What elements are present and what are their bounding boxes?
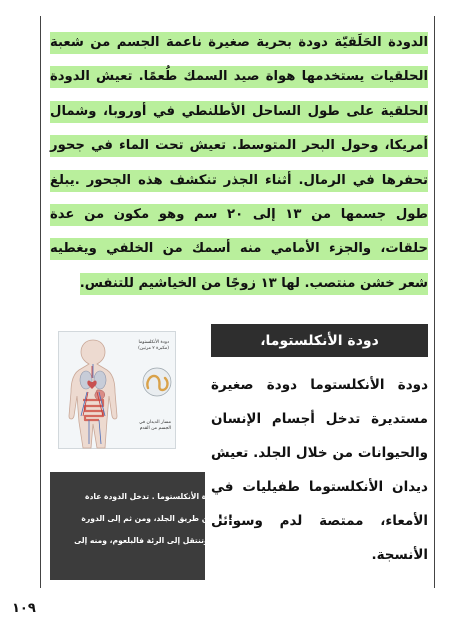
figure-caption	[50, 472, 241, 580]
figure-label-worm: دودة الأنكلستوما (مكبرة ٢ مرتين)	[138, 340, 169, 351]
section-heading-text: دودة الأنكلستوما،	[260, 332, 379, 349]
section-heading	[211, 324, 428, 357]
intro-paragraph	[50, 26, 428, 301]
page-number: ١٠٩	[12, 601, 36, 616]
section-paragraph: دودة الأنكلستوما دودة صغيرة مستديرة تدخل أجسام الإنسان والحيوانات من خلال الجلد. تعيش ديدان الأنكلستوما طفيليات في الأمعاء، ممتصة لدم وسوائل الأنسجة.	[211, 377, 428, 563]
highlighted-text: الدودة الحَلَقيّة دودة بحرية صغيرة ناعمة الجسم من شعبة الحلقيات يستخدمها هواة صيد السمك طُعمًا. تعيش الدودة الحلقية على طول الساحل الأطلنطي في أوروبا، وشمال أمريكا، وحول البحر المتوسط. تعيش تحت الماء في جحور تحفرها في الرمال. أثناء الجذر تنكشف هذه الجحور .يبلغ طول جسمها من ١٣ إلى ٢٠ سم وهو مكون من عدة حلقات، والجزء الأمامي منه أسمك من الخلفي ويغطيه شعر خشن منتصب. لها ١٣ زوجًا من الخياشيم للتنفس.	[50, 32, 428, 295]
anatomy-figure	[58, 331, 176, 449]
figure-label-path: مسار الديدان في الجسم من القدم	[139, 420, 171, 431]
caption-text: مسار دودة الأنكلستوما . تدخل الدودة عادة الجسم عن طريق الجلد، ومن ثم إلى الدورة الدموية، وتنتقل إلى الرئة فالبلعوم، ومنه إلى الأمعاء.	[74, 492, 241, 567]
